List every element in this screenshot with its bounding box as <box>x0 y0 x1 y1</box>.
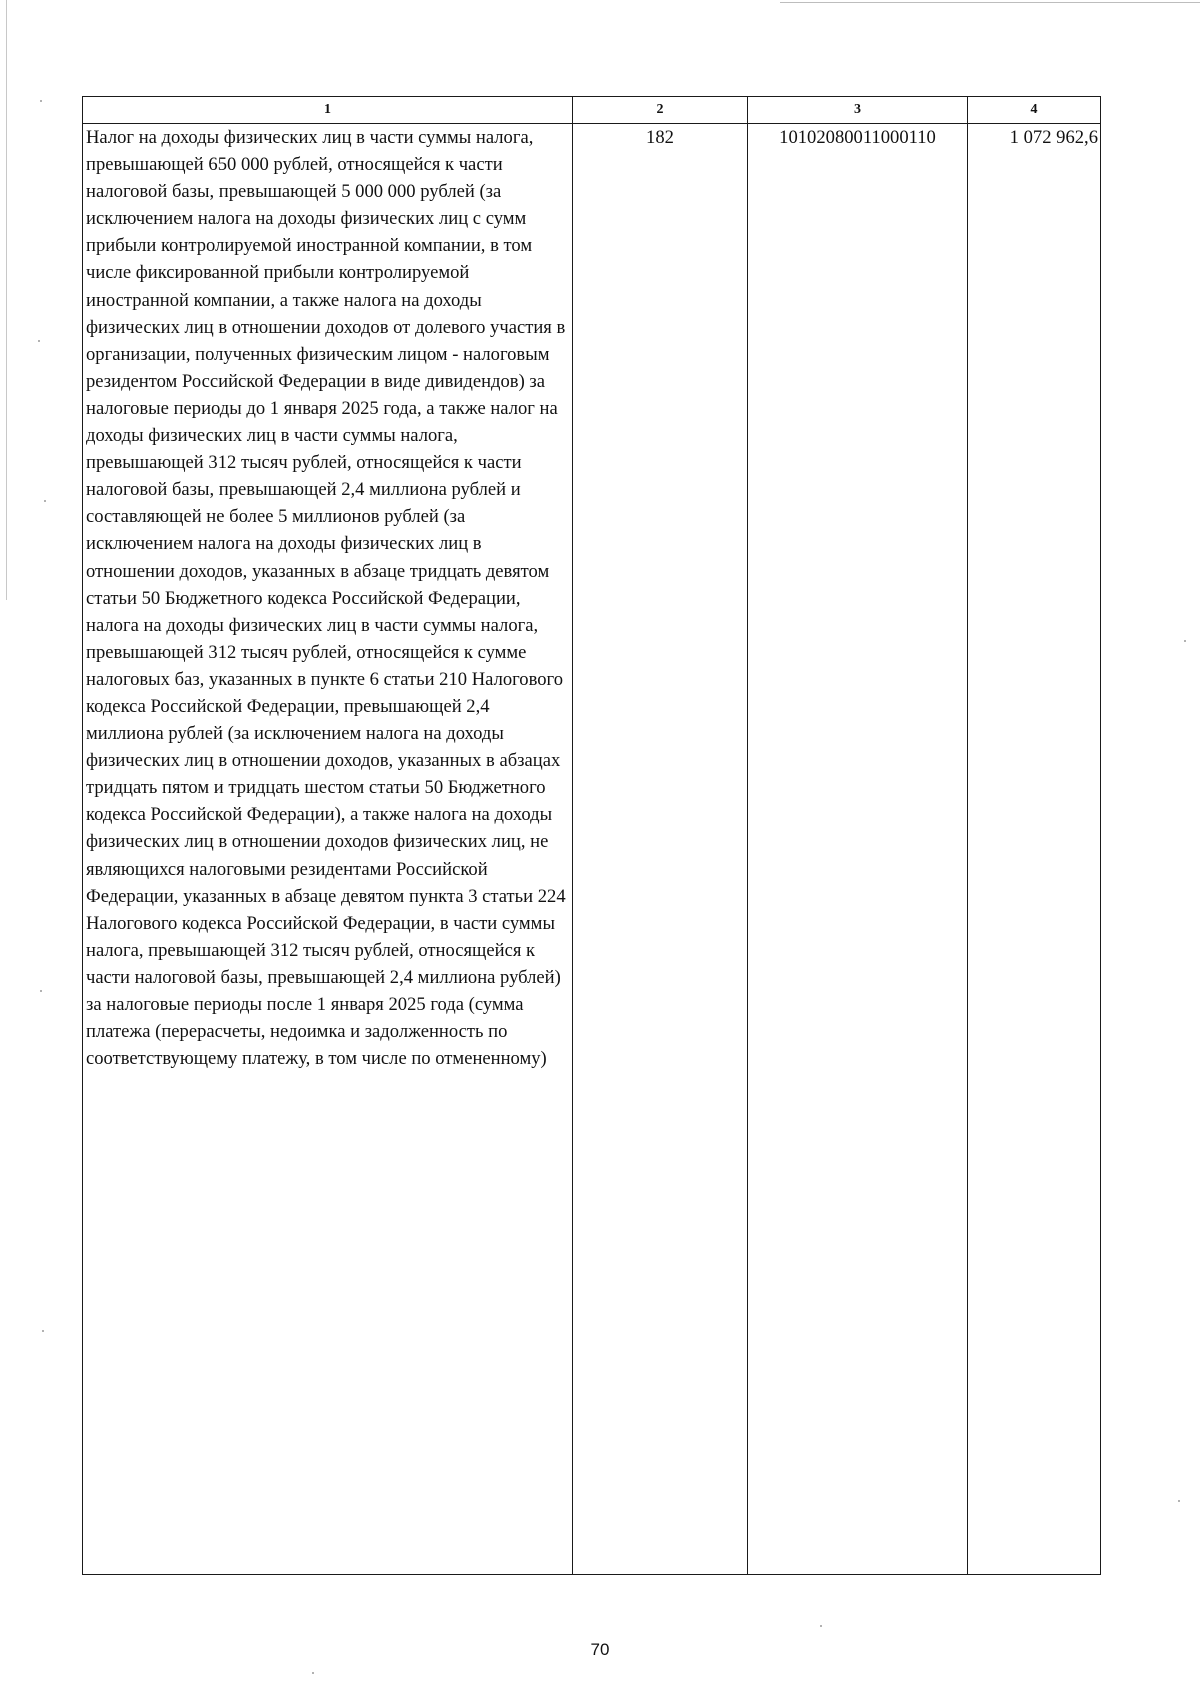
admin-code: 182 <box>646 127 674 148</box>
scan-edge-top <box>780 2 1200 3</box>
kbk-code: 10102080011000110 <box>779 127 936 148</box>
scan-edge-left <box>6 0 7 600</box>
column-header-1: 1 <box>83 97 573 124</box>
scan-speck <box>820 1625 822 1627</box>
description-cell <box>83 124 573 1575</box>
scan-speck <box>1184 640 1186 642</box>
amount-cell <box>968 124 1101 1575</box>
page-number: 70 <box>590 1640 610 1659</box>
revenue-description: Налог на доходы физических лиц в части суммы налога, превышающей 650 000 рублей, относящейся к части налоговой базы, превышающей 5 000 000 рублей (за исключением налога на доходы физических лиц с сумм прибыли контролируемой иностранной компании, в том числе фиксированной прибыли контролируемой иностранной компании, а также налога на доходы физических лиц в отношении доходов от долевого участия в организации, полученных физическим лицом - налоговым резидентом Российской Федерации в виде дивидендов) за налоговые периоды до 1 января 2025 года, а также налог на доходы физических лиц в части суммы налога, превышающей 312 тысяч рублей, относящейся к части налоговой базы, превышающей 2,4 миллиона рублей и составляющей не более 5 миллионов рублей (за исключением налога на доходы физических лиц в отношении доходов, указанных в абзаце тридцать девятом статьи 50 Бюджетного кодекса Российской Федерации, налога на доходы физических лиц в части суммы налога, превышающей 312 тысяч рублей, относящейся к сумме налоговых баз, указанных в пункте 6 статьи 210 Налогового кодекса Российской Федерации, превышающей 2,4 миллиона рублей (за исключением налога на доходы физических лиц в отношении доходов, указанных в абзацах тридцать пятом и тридцать шестом статьи 50 Бюджетного кодекса Российской Федерации), а также налога на доходы физических лиц в отношении доходов физических лиц, не являющихся налоговыми резидентами Российской Федерации, указанных в абзаце девятом пункта 3 статьи 224 Налогового кодекса Российской Федерации, в части суммы налога, превышающей 312 тысяч рублей, относящейся к части налоговой базы, превышающей 2,4 миллиона рублей) за налоговые периоды после 1 января 2025 года (сумма платежа (перерасчеты, недоимка и задолженность по соответствующему платежу, в том числе по отмененному) <box>86 127 566 1070</box>
column-header-3: 3 <box>748 97 968 124</box>
kbk-code-cell <box>748 124 968 1575</box>
scan-speck <box>38 340 40 342</box>
scan-speck <box>40 990 42 992</box>
table-row <box>83 124 1101 1575</box>
column-header-2: 2 <box>573 97 748 124</box>
scan-speck <box>312 1672 314 1674</box>
column-header-4: 4 <box>968 97 1101 124</box>
scan-speck <box>42 1330 44 1332</box>
scan-speck <box>44 500 46 502</box>
scan-speck <box>1178 1500 1180 1502</box>
admin-code-cell <box>573 124 748 1575</box>
scan-speck <box>40 100 42 102</box>
table-header-row <box>83 97 1101 124</box>
budget-revenue-table <box>82 96 1101 1575</box>
amount-value: 1 072 962,6 <box>1009 127 1098 148</box>
